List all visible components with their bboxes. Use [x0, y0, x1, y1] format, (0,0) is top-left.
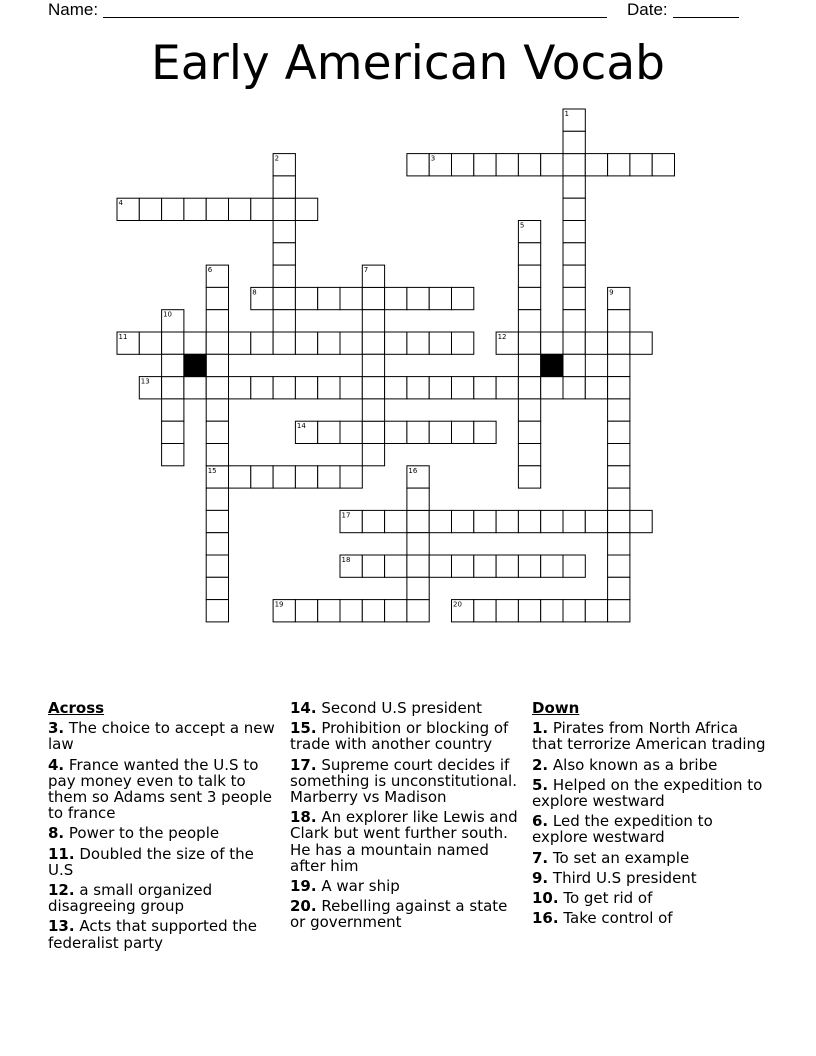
clue-text: An explorer like Lewis and Clark but went further south. He has a mountain named after him	[290, 808, 518, 875]
grid-cell[interactable]	[608, 466, 630, 488]
clue-number: 19.	[290, 877, 317, 896]
clue-text: Take control of	[558, 909, 673, 928]
grid-cell[interactable]	[362, 332, 384, 354]
grid-cell[interactable]	[518, 600, 540, 622]
grid-cell[interactable]	[585, 377, 607, 399]
grid-cell[interactable]	[541, 555, 563, 577]
clue-number: 3.	[48, 719, 65, 738]
grid-cell[interactable]	[139, 332, 161, 354]
grid-cell[interactable]	[407, 332, 429, 354]
clue-number-label: 19	[274, 600, 284, 609]
grid-cell[interactable]	[652, 154, 674, 176]
grid-cell[interactable]	[518, 265, 540, 287]
clue-number: 17.	[290, 755, 317, 774]
grid-cell[interactable]	[362, 377, 384, 399]
grid-cell[interactable]	[518, 332, 540, 354]
across-clue	[290, 757, 526, 806]
grid-cell[interactable]	[362, 555, 384, 577]
grid-cell[interactable]	[206, 198, 228, 220]
page-title: Early American Vocab	[151, 36, 665, 91]
grid-cell[interactable]	[362, 287, 384, 309]
grid-cell[interactable]	[541, 377, 563, 399]
grid-cell[interactable]	[474, 154, 496, 176]
grid-cell[interactable]	[474, 600, 496, 622]
clue-number-label: 13	[140, 377, 150, 386]
grid-cell[interactable]	[362, 444, 384, 466]
clue-number-label: 11	[118, 333, 128, 341]
clue-number-label: 8	[252, 288, 257, 297]
grid-cell[interactable]	[608, 510, 630, 532]
across-clue	[48, 720, 283, 752]
grid-cell[interactable]	[362, 600, 384, 622]
grid-cell[interactable]	[318, 332, 340, 354]
grid-cell[interactable]	[608, 533, 630, 555]
grid-cell[interactable]	[385, 377, 407, 399]
clue-number-label: 16	[408, 466, 418, 475]
clue-number: 10.	[532, 889, 559, 908]
clue-number-label: 7	[363, 266, 369, 275]
grid-cell[interactable]	[251, 466, 273, 488]
across-clue	[290, 809, 526, 874]
down-clue	[532, 777, 772, 809]
down-clue	[532, 720, 772, 752]
grid-cell[interactable]	[318, 466, 340, 488]
grid-cell[interactable]	[206, 310, 228, 332]
grid-cell[interactable]	[184, 377, 206, 399]
across-clue	[290, 898, 526, 930]
grid-cell[interactable]	[385, 510, 407, 532]
down-clue	[532, 813, 772, 845]
clue-number-label: 18	[341, 556, 351, 564]
down-clue	[532, 890, 772, 906]
grid-cell[interactable]	[407, 154, 429, 176]
clue-number: 5.	[532, 775, 549, 794]
grid-cell[interactable]	[608, 377, 630, 399]
grid-cell[interactable]	[340, 332, 362, 354]
grid-cell[interactable]	[206, 577, 228, 599]
across-clue	[48, 882, 283, 914]
clues-column-2	[290, 700, 526, 935]
grid-cell[interactable]	[518, 466, 540, 488]
clue-number: 4.	[48, 755, 65, 774]
clue-number-label: 1	[564, 110, 569, 118]
grid-cell[interactable]	[452, 332, 474, 354]
clue-number: 2.	[532, 755, 549, 774]
grid-cell[interactable]	[206, 421, 228, 443]
grid-cell[interactable]	[407, 533, 429, 555]
clue-text: Power to the people	[64, 824, 220, 843]
grid-cell[interactable]	[206, 287, 228, 309]
clue-number: 18.	[290, 808, 317, 827]
grid-cell[interactable]	[608, 354, 630, 376]
clue-text: France wanted the U.S to pay money even to talk to them so Adams sent 3 people to france	[48, 755, 273, 823]
grid-cell[interactable]	[452, 421, 474, 443]
across-clue	[48, 846, 283, 878]
grid-cell[interactable]	[518, 510, 540, 532]
down-clue	[532, 850, 772, 866]
grid-cell[interactable]	[162, 354, 184, 376]
clue-number: 11.	[48, 844, 75, 863]
grid-cell[interactable]	[273, 198, 295, 220]
down-clue	[532, 870, 772, 886]
grid-cell[interactable]	[229, 332, 251, 354]
clue-text: To get rid of	[558, 889, 653, 908]
grid-cell[interactable]	[340, 421, 362, 443]
grid-cell[interactable]	[541, 332, 563, 354]
grid-cell[interactable]	[563, 310, 585, 332]
grid-cell[interactable]	[474, 555, 496, 577]
grid-cell[interactable]	[340, 377, 362, 399]
grid-cell[interactable]	[407, 510, 429, 532]
grid-cell[interactable]	[452, 510, 474, 532]
grid-cell[interactable]	[452, 154, 474, 176]
grid-cell[interactable]	[206, 444, 228, 466]
grid-cell[interactable]	[630, 154, 652, 176]
clue-text: Third U.S president	[548, 868, 697, 887]
grid-cell[interactable]	[273, 287, 295, 309]
grid-cell[interactable]	[518, 310, 540, 332]
clue-number: 1.	[532, 719, 549, 738]
clue-number: 15.	[290, 719, 317, 738]
clue-number: 16.	[532, 909, 559, 928]
grid-cell[interactable]	[563, 354, 585, 376]
grid-cell[interactable]	[385, 600, 407, 622]
grid-cell[interactable]	[273, 377, 295, 399]
grid-cell[interactable]	[162, 377, 184, 399]
grid-cell[interactable]	[385, 287, 407, 309]
grid-cell[interactable]	[273, 310, 295, 332]
clue-text: The choice to accept a new law	[48, 719, 275, 754]
down-heading: Down	[532, 699, 580, 717]
grid-cell[interactable]	[206, 600, 228, 622]
grid-cell[interactable]	[496, 600, 518, 622]
clue-number-label: 14	[296, 422, 306, 431]
grid-cell[interactable]	[407, 421, 429, 443]
grid-cell[interactable]	[563, 265, 585, 287]
grid-cell[interactable]	[162, 421, 184, 443]
grid-cell[interactable]	[608, 600, 630, 622]
clue-text: Led the expedition to explore westward	[532, 812, 713, 847]
grid-cell[interactable]	[585, 332, 607, 354]
across-clue	[290, 720, 526, 752]
clue-text: To set an example	[548, 848, 690, 867]
across-heading: Across	[48, 699, 105, 717]
grid-cell[interactable]	[429, 287, 451, 309]
grid-cell[interactable]	[518, 354, 540, 376]
clue-number: 12.	[48, 881, 75, 900]
grid-cell[interactable]	[385, 421, 407, 443]
clue-number-label: 12	[497, 333, 507, 341]
clue-number: 14.	[290, 699, 317, 717]
grid-cell[interactable]	[162, 332, 184, 354]
clue-number-label: 9	[609, 288, 614, 297]
clue-number: 13.	[48, 917, 75, 936]
grid-cell[interactable]	[563, 332, 585, 354]
grid-cell[interactable]	[295, 600, 317, 622]
clue-number-label: 15	[207, 466, 217, 475]
grid-cell[interactable]	[273, 221, 295, 243]
grid-cell[interactable]	[251, 377, 273, 399]
across-clue	[290, 700, 526, 716]
grid-cell[interactable]	[496, 154, 518, 176]
grid-cell[interactable]	[206, 399, 228, 421]
grid-cell[interactable]	[429, 510, 451, 532]
grid-cell[interactable]	[452, 377, 474, 399]
grid-cell[interactable]	[474, 377, 496, 399]
grid-cell[interactable]	[273, 176, 295, 198]
clue-number-label: 2	[274, 154, 280, 163]
grid-cell[interactable]	[318, 377, 340, 399]
grid-cell[interactable]	[273, 265, 295, 287]
across-clue	[48, 825, 283, 841]
grid-cell[interactable]	[518, 287, 540, 309]
grid-cell[interactable]	[251, 198, 273, 220]
clue-number-label: 6	[207, 266, 213, 275]
grid-cell[interactable]	[630, 510, 652, 532]
grid-cell[interactable]	[362, 310, 384, 332]
clue-number: 20.	[290, 897, 317, 916]
grid-cell[interactable]	[139, 198, 161, 220]
grid-cell[interactable]	[206, 377, 228, 399]
grid-cell[interactable]	[295, 332, 317, 354]
grid-cell[interactable]	[273, 243, 295, 265]
grid-cell[interactable]	[295, 287, 317, 309]
grid-cell[interactable]	[162, 198, 184, 220]
down-clue	[532, 910, 772, 926]
grid-cell[interactable]	[630, 332, 652, 354]
grid-cell[interactable]	[340, 287, 362, 309]
grid-cell[interactable]	[608, 444, 630, 466]
clue-text: Pirates from North Africa that terrorize American trading	[532, 719, 766, 754]
clue-number-label: 17	[341, 511, 351, 520]
grid-cell[interactable]	[496, 555, 518, 577]
clue-number: 9.	[532, 868, 549, 887]
grid-cell[interactable]	[407, 488, 429, 510]
grid-cell[interactable]	[206, 488, 228, 510]
grid-cell[interactable]	[518, 444, 540, 466]
grid-cell[interactable]	[585, 154, 607, 176]
grid-cell[interactable]	[563, 287, 585, 309]
grid-cell[interactable]	[206, 510, 228, 532]
grid-cell[interactable]	[518, 154, 540, 176]
clue-number-label: 10	[163, 310, 173, 319]
grid-cell[interactable]	[541, 154, 563, 176]
clue-number: 8.	[48, 824, 65, 843]
grid-cell[interactable]	[563, 176, 585, 198]
grid-cell[interactable]	[474, 421, 496, 443]
clue-number-label: 20	[453, 600, 462, 609]
clues-column-1	[48, 700, 283, 955]
clue-text: Helped on the expedition to explore westward	[532, 775, 763, 811]
grid-cell[interactable]	[318, 600, 340, 622]
grid-cell[interactable]	[407, 377, 429, 399]
grid-cell[interactable]	[362, 354, 384, 376]
grid-cell[interactable]	[429, 421, 451, 443]
grid-cell[interactable]	[563, 555, 585, 577]
grid-cell[interactable]	[273, 466, 295, 488]
grid-cell[interactable]	[206, 555, 228, 577]
grid-cell[interactable]	[162, 444, 184, 466]
grid-cell[interactable]	[295, 198, 317, 220]
grid-cell[interactable]	[206, 332, 228, 354]
grid-cell[interactable]	[251, 332, 273, 354]
grid-cell[interactable]	[162, 399, 184, 421]
grid-cell[interactable]	[229, 466, 251, 488]
clue-number-label: 3	[430, 154, 436, 163]
grid-cell[interactable]	[407, 600, 429, 622]
grid-cell[interactable]	[563, 510, 585, 532]
grid-cell[interactable]	[518, 243, 540, 265]
clue-number-label: 4	[118, 199, 123, 208]
grid-cell[interactable]	[295, 377, 317, 399]
grid-cell[interactable]	[184, 332, 206, 354]
grid-cell[interactable]	[585, 510, 607, 532]
grid-cell[interactable]	[407, 577, 429, 599]
grid-cell[interactable]	[608, 577, 630, 599]
grid-cell[interactable]	[229, 198, 251, 220]
down-clue	[532, 757, 772, 773]
grid-cell[interactable]	[518, 555, 540, 577]
grid-cell[interactable]	[452, 555, 474, 577]
grid-block	[184, 354, 206, 376]
grid-block	[541, 354, 563, 376]
grid-cell[interactable]	[541, 510, 563, 532]
grid-cell[interactable]	[608, 421, 630, 443]
clue-text: Second U.S president	[316, 699, 483, 717]
clue-text: Supreme court decides if something is unconstitutional. Marberry vs Madison	[290, 755, 517, 807]
grid-cell[interactable]	[496, 377, 518, 399]
grid-cell[interactable]	[340, 466, 362, 488]
clue-text: Prohibition or blocking of trade with another country	[290, 719, 509, 754]
grid-cell[interactable]	[541, 600, 563, 622]
clue-text: a small organized disagreeing group	[48, 881, 213, 916]
grid-cell[interactable]	[184, 198, 206, 220]
grid-cell[interactable]	[429, 377, 451, 399]
grid-cell[interactable]	[452, 287, 474, 309]
grid-cell[interactable]	[608, 332, 630, 354]
clues-column-3	[532, 700, 772, 930]
across-clue	[290, 878, 526, 894]
grid-cell[interactable]	[318, 421, 340, 443]
grid-cell[interactable]	[563, 131, 585, 153]
grid-cell[interactable]	[585, 600, 607, 622]
grid-cell[interactable]	[563, 243, 585, 265]
grid-cell[interactable]	[385, 332, 407, 354]
across-clue	[48, 757, 283, 822]
grid-cell[interactable]	[608, 310, 630, 332]
grid-cell[interactable]	[362, 399, 384, 421]
clue-text: Also known as a bribe	[548, 755, 718, 774]
grid-cell[interactable]	[563, 221, 585, 243]
grid-cell[interactable]	[407, 555, 429, 577]
grid-cell[interactable]	[229, 377, 251, 399]
grid-cell[interactable]	[518, 399, 540, 421]
grid-cell[interactable]	[608, 488, 630, 510]
grid-cell[interactable]	[608, 399, 630, 421]
grid-cell[interactable]	[318, 287, 340, 309]
clue-text: Acts that supported the federalist party	[48, 917, 258, 952]
grid-cell[interactable]	[563, 377, 585, 399]
grid-cell[interactable]	[429, 332, 451, 354]
clue-text: Rebelling against a state or government	[290, 897, 508, 932]
grid-cell[interactable]	[563, 600, 585, 622]
grid-cell[interactable]	[496, 510, 518, 532]
name-label: Name:	[48, 0, 99, 19]
grid-cell[interactable]	[608, 154, 630, 176]
grid-cell[interactable]	[518, 421, 540, 443]
grid-cell[interactable]	[362, 510, 384, 532]
grid-cell[interactable]	[340, 600, 362, 622]
grid-cell[interactable]	[362, 421, 384, 443]
grid-cell[interactable]	[206, 354, 228, 376]
grid-cell[interactable]	[563, 198, 585, 220]
grid-cell[interactable]	[563, 154, 585, 176]
grid-cell[interactable]	[608, 555, 630, 577]
clue-text: Doubled the size of the U.S	[48, 844, 254, 879]
grid-cell[interactable]	[295, 466, 317, 488]
clue-number: 7.	[532, 848, 549, 867]
across-clue	[48, 918, 283, 950]
grid-cell[interactable]	[385, 555, 407, 577]
grid-cell[interactable]	[206, 533, 228, 555]
grid-cell[interactable]	[407, 287, 429, 309]
grid-cell[interactable]	[273, 332, 295, 354]
date-label: Date:	[627, 0, 668, 19]
clue-text: A war ship	[316, 877, 400, 896]
clue-number: 6.	[532, 812, 549, 831]
clue-number-label: 5	[519, 221, 525, 230]
grid-cell[interactable]	[518, 377, 540, 399]
grid-cell[interactable]	[429, 555, 451, 577]
grid-cell[interactable]	[474, 510, 496, 532]
